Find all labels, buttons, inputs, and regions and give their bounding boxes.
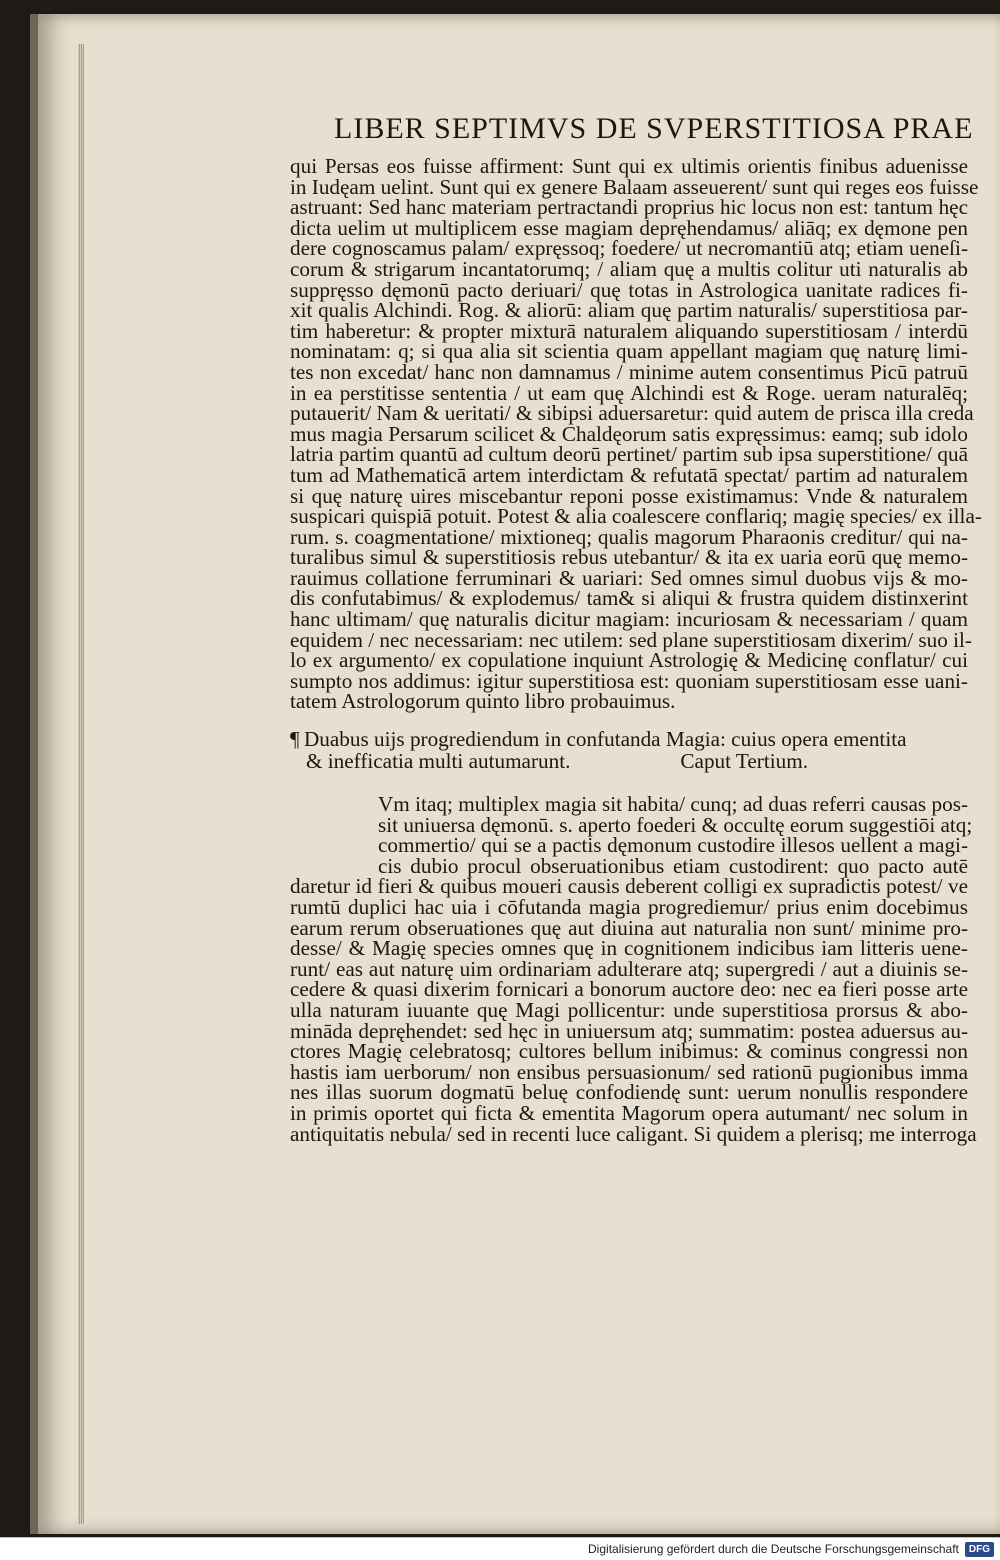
text-line: turalibus simul & superstitiosis rebus utebantur/ & ita ex uaria eorū quę memo- [290,545,968,570]
text-line: rumtū duplici hac uia i cōfutanda magia progrediemur/ prius enim docebimus [290,895,968,919]
text-line: commertio/ qui se a pactis dęmonum custodire illesos uellent a magi- [378,833,968,858]
text-line: lo ex argumento/ ex copulatione inquiunt Astrologię & Medicinę conflatur/ cui [290,648,968,673]
text-line: rauimus collatione ferruminari & uariari: Sed omnes simul duobus vijs & mo- [290,565,968,590]
text-line: sit uniuersa dęmonū. s. aperto foederi & occultę eorum suggestiōi atq; [378,812,973,837]
text-line: hanc ultimam/ quę naturalis dicitur magiam: incuriosam & necessariam / quam [290,607,968,632]
text-line: corum & strigarum incantatorumq; / aliam quę a multis colitur uti naturalis ab [290,256,968,281]
text-line: cis dubio procul obseruationibus etiam custodirent: quo pacto autē [378,853,968,878]
text-line: equidem / nec necessariam: nec utilem: sed plane superstitiosam dixerim/ suo il- [290,627,972,652]
text-line: qui Persas eos fuisse affirment: Sunt qui ex ultimis orientis finibus aduenisse [290,154,968,178]
text-line: ctores Magię celebratosq; cultores bellum inibimus: & cominus congressi non [290,1039,968,1064]
text-line: in primis oportet qui ficta & ementita Magorum opera autumant/ nec solum in [290,1100,968,1125]
text-line: in ea perstitisse sententia / ut eam quę Alchindi est & Roge. ueram naturalēq; [290,380,968,405]
text-line: dicta uelim ut multiplicem esse magiam depręhendamus/ aliāq; ex dęmone pen [290,215,968,240]
text-line: nes illas suorum dogmatū beluę confodiendę sunt: uerum nonullis respondere [290,1080,968,1105]
text-line: rum. s. coagmentatione/ mixtioneq; qualis magorum Pharaonis creditur/ qui na- [290,524,968,549]
text-line: in Iudęam uelint. Sunt qui ex genere Balaam asseuerent/ sunt qui reges eos fuisse [290,174,979,199]
chapter-title-subtext: & inefficatia multi autumarunt. [306,749,571,774]
dfg-logo: DFG [965,1542,994,1557]
text-line: nominatam: q; si qua alia sit scientia quam appellant magiam quę naturę limi- [290,339,968,364]
text-line: tum ad Mathematicā artem interdictam & refutatā spectat/ partim ad naturalem [290,462,968,487]
text-line: earum rerum obseruationes quę aut diuina aut naturalia non sunt/ minime pro- [290,915,968,940]
text-line: xit qualis Alchindi. Rog. & aliorū: aliam quę partim naturalis/ superstitiosa par- [290,298,968,323]
text-line: si quę naturę uires miscebantur reponi posse existimamus: Vnde & naturalem [290,483,968,508]
text-line: tim haberetur: & propter mixturā naturalem aliquando superstitiosam / interdū [290,318,968,343]
text-line: desse/ & Magię species omnes quę in cognitionem indicibus iam litteris uene- [290,936,968,961]
text-line: daretur id fieri & quibus moueri causis deberent colligi ex supradictis potest/ ve [290,874,968,899]
running-head: LIBER SEPTIMVS DE SVPERSTITIOSA PRAE [334,112,974,145]
text-line: putauerit/ Nam & ueritati/ & sibipsi aduersaretur: quid autem de prisca illa creda [290,401,974,426]
text-line: latria partim quantū ad cultum deorū pertinet/ partim sub ipsa superstitione/ quā [290,442,968,467]
page-edges [78,44,84,1524]
chapter-title-line-1 [290,728,968,750]
paragraph-2 [290,792,977,1146]
chapter-title-text: Duabus uijs progrediendum in confutanda Magia: cuius opera ementita [304,727,907,752]
text-line: sumpto nos addimus: igitur superstitiosa est: quoniam superstitiosam esse uani- [290,668,968,693]
caput-label: Caput Tertium. [680,749,808,774]
text-line: ulla naturam iuuante quę Magi pollicentur: unde superstitiosa prorsus & abo- [290,997,968,1022]
paragraph-1 [290,154,982,714]
text-line: mināda depręhendet: sed hęc in uniuersum atq; summatim: postea aduersus au- [290,1018,968,1043]
text-line: dere cognoscamus palam/ expręssoq; foedere/ ut necromantiū atq; etiam ueneſi- [290,236,968,261]
text-line: tatem Astrologorum quinto libro probauimus. [290,689,676,714]
text-line: Vm itaq; multiplex magia sit habita/ cunq; ad duas referri causas pos- [378,792,968,817]
chapter-title-line-2 [290,750,968,772]
chapter-title [290,728,968,772]
text-line: runt/ eas aut naturę uim ordinariam adulterare atq; supergredi / aut a diuinis se- [290,956,968,981]
text-line: tes non excedat/ hanc non damnamus / minime autem consentimus Picū patruū [290,359,968,384]
text-line: mus magia Persarum scilicet & Chaldęorum satis expręssimus: eamq; sub idolo [290,421,968,446]
footer-bar [0,1537,1000,1560]
text-line: cedere & quasi dixerim fornicari a bonorum auctore deo: nec ea fieri posse arte [290,977,968,1002]
text-line: astruant: Sed hanc materiam pertractandi proprius hic locus non est: tantum hęc [290,195,968,220]
text-line: suspicari quispiā potuit. Potest & alia coalescere conflariq; magię species/ ex illa- [290,504,982,529]
text-line: suppręsso dęmonū pacto deriuari/ quę totas in Astrologica uanitate radices fi- [290,277,968,302]
text-line: hastis iam uerborum/ non ensibus persuasionum/ sed rationū pugionibus imma [290,1059,968,1084]
funding-notice: Digitalisierung gefördert durch die Deutsche Forschungsgemeinschaft [588,1542,959,1556]
text-line: dis confutabimus/ & explodemus/ tam& si aliqui & frustra quidem distinxerint [290,586,968,611]
text-block [290,112,982,1146]
pilcrow-mark: ¶ [290,727,300,752]
text-line: antiquitatis nebula/ sed in recenti luce caligant. Si quidem a plerisq; me interroga [290,1121,977,1146]
